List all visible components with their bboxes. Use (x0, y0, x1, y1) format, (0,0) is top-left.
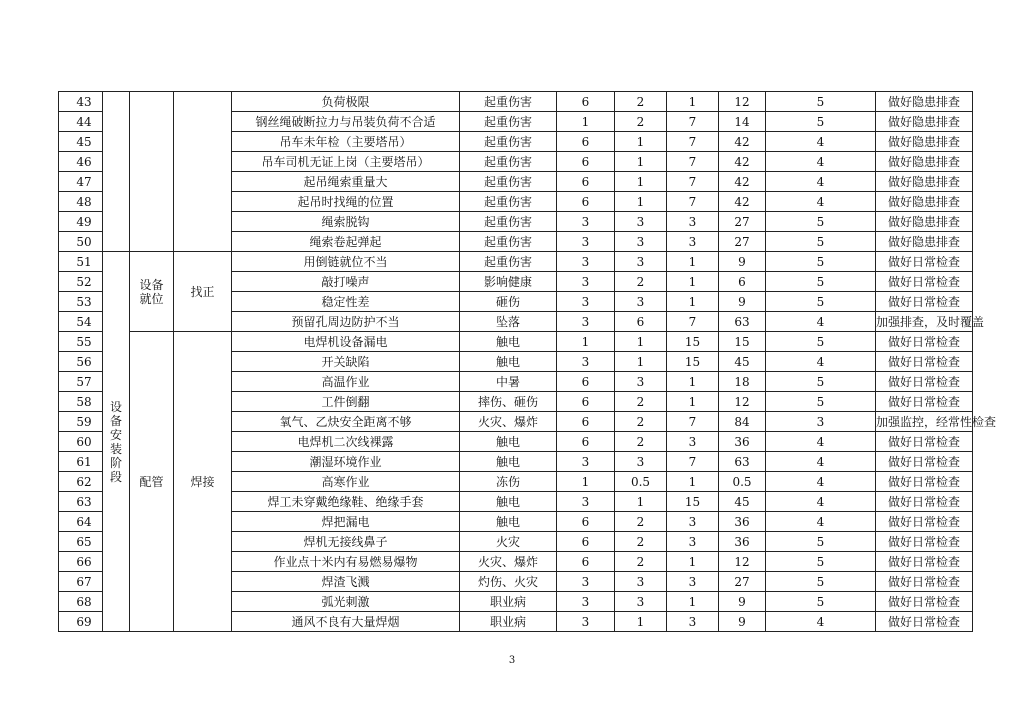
step-cell: 找正 (174, 252, 232, 332)
accident-type-cell: 砸伤 (460, 292, 557, 312)
e-value-cell: 2 (615, 92, 667, 112)
e-value-cell: 3 (615, 232, 667, 252)
l-value-cell: 6 (557, 172, 615, 192)
risk-level-cell: 4 (766, 172, 876, 192)
c-value-cell: 1 (667, 552, 719, 572)
l-value-cell: 1 (557, 472, 615, 492)
d-value-cell: 0.5 (719, 472, 766, 492)
risk-level-cell: 5 (766, 572, 876, 592)
c-value-cell: 3 (667, 532, 719, 552)
l-value-cell: 1 (557, 112, 615, 132)
e-value-cell: 1 (615, 332, 667, 352)
d-value-cell: 42 (719, 152, 766, 172)
c-value-cell: 3 (667, 572, 719, 592)
stage-char: 设 (109, 399, 122, 414)
control-measure-cell: 做好隐患排查 (876, 192, 973, 212)
control-measure-cell: 做好日常检查 (876, 572, 973, 592)
c-value-cell: 7 (667, 112, 719, 132)
e-value-cell: 2 (615, 552, 667, 572)
hazard-cell: 弧光刺激 (232, 592, 460, 612)
d-value-cell: 45 (719, 492, 766, 512)
c-value-cell: 1 (667, 92, 719, 112)
d-value-cell: 14 (719, 112, 766, 132)
e-value-cell: 1 (615, 492, 667, 512)
e-value-cell: 1 (615, 192, 667, 212)
c-value-cell: 3 (667, 612, 719, 632)
control-measure-cell: 做好隐患排查 (876, 232, 973, 252)
control-measure-cell: 做好日常检查 (876, 612, 973, 632)
c-value-cell: 15 (667, 492, 719, 512)
row-number-cell: 48 (59, 192, 103, 212)
table-row (59, 332, 973, 352)
l-value-cell: 3 (557, 612, 615, 632)
accident-type-cell: 起重伤害 (460, 172, 557, 192)
risk-level-cell: 3 (766, 412, 876, 432)
d-value-cell: 9 (719, 612, 766, 632)
accident-type-cell: 中暑 (460, 372, 557, 392)
row-number-cell: 50 (59, 232, 103, 252)
l-value-cell: 3 (557, 492, 615, 512)
control-measure-cell: 做好隐患排查 (876, 112, 973, 132)
c-value-cell: 7 (667, 172, 719, 192)
d-value-cell: 27 (719, 212, 766, 232)
risk-level-cell: 4 (766, 492, 876, 512)
hazard-cell: 负荷极限 (232, 92, 460, 112)
d-value-cell: 63 (719, 312, 766, 332)
risk-level-cell: 5 (766, 212, 876, 232)
control-measure-cell: 做好日常检查 (876, 372, 973, 392)
e-value-cell: 3 (615, 452, 667, 472)
e-value-cell: 6 (615, 312, 667, 332)
c-value-cell: 7 (667, 192, 719, 212)
d-value-cell: 36 (719, 432, 766, 452)
row-number-cell: 63 (59, 492, 103, 512)
accident-type-cell: 摔伤、砸伤 (460, 392, 557, 412)
c-value-cell: 3 (667, 212, 719, 232)
risk-level-cell: 4 (766, 132, 876, 152)
step-cell: 焊接 (174, 332, 232, 632)
risk-level-cell: 5 (766, 392, 876, 412)
d-value-cell: 12 (719, 552, 766, 572)
d-value-cell: 42 (719, 192, 766, 212)
d-value-cell: 42 (719, 132, 766, 152)
row-number-cell: 53 (59, 292, 103, 312)
risk-level-cell: 5 (766, 332, 876, 352)
hazard-cell: 敲打噪声 (232, 272, 460, 292)
hazard-cell: 焊工未穿戴绝缘鞋、绝缘手套 (232, 492, 460, 512)
accident-type-cell: 职业病 (460, 592, 557, 612)
accident-type-cell: 起重伤害 (460, 252, 557, 272)
e-value-cell: 3 (615, 252, 667, 272)
e-value-cell: 3 (615, 212, 667, 232)
l-value-cell: 3 (557, 592, 615, 612)
process-cell (130, 252, 174, 332)
row-number-cell: 49 (59, 212, 103, 232)
c-value-cell: 7 (667, 452, 719, 472)
hazard-cell: 钢丝绳破断拉力与吊装负荷不合适 (232, 112, 460, 132)
control-measure-cell: 做好日常检查 (876, 352, 973, 372)
hazard-cell: 用倒链就位不当 (232, 252, 460, 272)
process-line: 就位 (139, 291, 164, 306)
l-value-cell: 6 (557, 192, 615, 212)
hazard-cell: 通风不良有大量焊烟 (232, 612, 460, 632)
c-value-cell: 3 (667, 432, 719, 452)
accident-type-cell: 冻伤 (460, 472, 557, 492)
e-value-cell: 3 (615, 592, 667, 612)
row-number-cell: 61 (59, 452, 103, 472)
e-value-cell: 2 (615, 532, 667, 552)
d-value-cell: 36 (719, 512, 766, 532)
l-value-cell: 6 (557, 92, 615, 112)
row-number-cell: 51 (59, 252, 103, 272)
d-value-cell: 15 (719, 332, 766, 352)
row-number-cell: 65 (59, 532, 103, 552)
e-value-cell: 1 (615, 172, 667, 192)
accident-type-cell: 起重伤害 (460, 152, 557, 172)
c-value-cell: 1 (667, 472, 719, 492)
control-measure-cell: 做好日常检查 (876, 492, 973, 512)
row-number-cell: 69 (59, 612, 103, 632)
e-value-cell: 3 (615, 292, 667, 312)
control-measure-cell: 做好日常检查 (876, 552, 973, 572)
row-number-cell: 44 (59, 112, 103, 132)
risk-level-cell: 4 (766, 312, 876, 332)
e-value-cell: 2 (615, 112, 667, 132)
risk-level-cell: 5 (766, 592, 876, 612)
c-value-cell: 1 (667, 592, 719, 612)
accident-type-cell: 触电 (460, 332, 557, 352)
accident-type-cell: 触电 (460, 512, 557, 532)
e-value-cell: 2 (615, 272, 667, 292)
d-value-cell: 12 (719, 392, 766, 412)
risk-level-cell: 4 (766, 192, 876, 212)
l-value-cell: 3 (557, 572, 615, 592)
accident-type-cell: 起重伤害 (460, 92, 557, 112)
stage-cell (103, 252, 130, 632)
control-measure-cell: 做好日常检查 (876, 532, 973, 552)
control-measure-cell: 做好隐患排查 (876, 212, 973, 232)
hazard-cell: 开关缺陷 (232, 352, 460, 372)
row-number-cell: 62 (59, 472, 103, 492)
process-line: 设备 (139, 277, 164, 292)
control-measure-cell: 做好日常检查 (876, 272, 973, 292)
risk-level-cell: 5 (766, 532, 876, 552)
c-value-cell: 15 (667, 332, 719, 352)
e-value-cell: 2 (615, 432, 667, 452)
row-number-cell: 46 (59, 152, 103, 172)
accident-type-cell: 火灾、爆炸 (460, 412, 557, 432)
l-value-cell: 6 (557, 512, 615, 532)
risk-level-cell: 5 (766, 112, 876, 132)
control-measure-cell: 做好隐患排查 (876, 92, 973, 112)
e-value-cell: 2 (615, 512, 667, 532)
risk-level-cell: 4 (766, 452, 876, 472)
risk-level-cell: 5 (766, 292, 876, 312)
c-value-cell: 1 (667, 272, 719, 292)
control-measure-cell: 做好隐患排查 (876, 132, 973, 152)
hazard-cell: 吊车未年检（主要塔吊） (232, 132, 460, 152)
d-value-cell: 42 (719, 172, 766, 192)
row-number-cell: 57 (59, 372, 103, 392)
accident-type-cell: 职业病 (460, 612, 557, 632)
risk-level-cell: 5 (766, 372, 876, 392)
e-value-cell: 1 (615, 352, 667, 372)
hazard-cell: 稳定性差 (232, 292, 460, 312)
row-number-cell: 55 (59, 332, 103, 352)
e-value-cell: 1 (615, 132, 667, 152)
l-value-cell: 6 (557, 152, 615, 172)
stage-char: 装 (109, 441, 122, 456)
c-value-cell: 1 (667, 392, 719, 412)
d-value-cell: 84 (719, 412, 766, 432)
hazard-cell: 作业点十米内有易燃易爆物 (232, 552, 460, 572)
l-value-cell: 6 (557, 132, 615, 152)
d-value-cell: 6 (719, 272, 766, 292)
d-value-cell: 12 (719, 92, 766, 112)
row-number-cell: 54 (59, 312, 103, 332)
row-number-cell: 45 (59, 132, 103, 152)
control-measure-cell: 做好隐患排查 (876, 172, 973, 192)
risk-level-cell: 4 (766, 472, 876, 492)
d-value-cell: 27 (719, 572, 766, 592)
control-measure-cell: 做好日常检查 (876, 592, 973, 612)
c-value-cell: 1 (667, 252, 719, 272)
control-measure-cell: 做好日常检查 (876, 392, 973, 412)
accident-type-cell: 起重伤害 (460, 212, 557, 232)
risk-level-cell: 5 (766, 272, 876, 292)
risk-level-cell: 4 (766, 152, 876, 172)
risk-level-cell: 5 (766, 252, 876, 272)
row-number-cell: 66 (59, 552, 103, 572)
process-cell-blank (130, 92, 174, 252)
control-measure-cell: 加强监控，经常性检查 (876, 412, 973, 432)
risk-level-cell: 4 (766, 512, 876, 532)
accident-type-cell: 起重伤害 (460, 192, 557, 212)
hazard-cell: 绳索卷起弹起 (232, 232, 460, 252)
hazard-cell: 起吊时找绳的位置 (232, 192, 460, 212)
c-value-cell: 7 (667, 312, 719, 332)
d-value-cell: 27 (719, 232, 766, 252)
accident-type-cell: 触电 (460, 352, 557, 372)
d-value-cell: 9 (719, 592, 766, 612)
l-value-cell: 6 (557, 372, 615, 392)
l-value-cell: 3 (557, 312, 615, 332)
row-number-cell: 59 (59, 412, 103, 432)
hazard-cell: 电焊机二次线裸露 (232, 432, 460, 452)
control-measure-cell: 加强排查，及时覆盖 (876, 312, 973, 332)
l-value-cell: 6 (557, 412, 615, 432)
hazard-cell: 起吊绳索重量大 (232, 172, 460, 192)
table-row (59, 252, 973, 272)
e-value-cell: 2 (615, 392, 667, 412)
e-value-cell: 2 (615, 412, 667, 432)
accident-type-cell: 触电 (460, 432, 557, 452)
e-value-cell: 1 (615, 612, 667, 632)
accident-type-cell: 起重伤害 (460, 112, 557, 132)
stage-char: 安 (109, 427, 122, 442)
l-value-cell: 3 (557, 292, 615, 312)
l-value-cell: 3 (557, 352, 615, 372)
l-value-cell: 3 (557, 212, 615, 232)
l-value-cell: 3 (557, 452, 615, 472)
e-value-cell: 0.5 (615, 472, 667, 492)
hazard-cell: 焊把漏电 (232, 512, 460, 532)
row-number-cell: 43 (59, 92, 103, 112)
hazard-cell: 预留孔周边防护不当 (232, 312, 460, 332)
hazard-cell: 绳索脱钩 (232, 212, 460, 232)
e-value-cell: 3 (615, 372, 667, 392)
hazard-cell: 潮湿环境作业 (232, 452, 460, 472)
c-value-cell: 3 (667, 512, 719, 532)
hazard-cell: 高温作业 (232, 372, 460, 392)
stage-cell-blank (103, 92, 130, 252)
step-cell-blank (174, 92, 232, 252)
d-value-cell: 36 (719, 532, 766, 552)
row-number-cell: 68 (59, 592, 103, 612)
control-measure-cell: 做好日常检查 (876, 512, 973, 532)
c-value-cell: 7 (667, 412, 719, 432)
table-row (59, 92, 973, 112)
hazard-cell: 电焊机设备漏电 (232, 332, 460, 352)
row-number-cell: 64 (59, 512, 103, 532)
stage-char: 段 (109, 469, 122, 484)
page-number: 3 (508, 655, 516, 666)
accident-type-cell: 坠落 (460, 312, 557, 332)
row-number-cell: 52 (59, 272, 103, 292)
c-value-cell: 15 (667, 352, 719, 372)
e-value-cell: 1 (615, 152, 667, 172)
l-value-cell: 6 (557, 392, 615, 412)
accident-type-cell: 火灾、爆炸 (460, 552, 557, 572)
risk-level-cell: 4 (766, 612, 876, 632)
risk-level-cell: 5 (766, 232, 876, 252)
accident-type-cell: 火灾 (460, 532, 557, 552)
process-cell: 配管 (130, 332, 174, 632)
risk-level-cell: 5 (766, 552, 876, 572)
d-value-cell: 63 (719, 452, 766, 472)
control-measure-cell: 做好隐患排查 (876, 152, 973, 172)
accident-type-cell: 灼伤、火灾 (460, 572, 557, 592)
hazard-cell: 工件倒翻 (232, 392, 460, 412)
stage-char: 备 (109, 413, 122, 428)
row-number-cell: 67 (59, 572, 103, 592)
d-value-cell: 18 (719, 372, 766, 392)
accident-type-cell: 起重伤害 (460, 132, 557, 152)
l-value-cell: 6 (557, 552, 615, 572)
accident-type-cell: 影响健康 (460, 272, 557, 292)
c-value-cell: 1 (667, 372, 719, 392)
control-measure-cell: 做好日常检查 (876, 252, 973, 272)
l-value-cell: 3 (557, 232, 615, 252)
control-measure-cell: 做好日常检查 (876, 472, 973, 492)
hazard-cell: 高寒作业 (232, 472, 460, 492)
row-number-cell: 60 (59, 432, 103, 452)
row-number-cell: 47 (59, 172, 103, 192)
d-value-cell: 45 (719, 352, 766, 372)
row-number-cell: 56 (59, 352, 103, 372)
accident-type-cell: 触电 (460, 492, 557, 512)
c-value-cell: 3 (667, 232, 719, 252)
l-value-cell: 6 (557, 532, 615, 552)
hazard-assessment-table (58, 91, 997, 632)
risk-level-cell: 4 (766, 432, 876, 452)
l-value-cell: 1 (557, 332, 615, 352)
c-value-cell: 7 (667, 152, 719, 172)
d-value-cell: 9 (719, 252, 766, 272)
d-value-cell: 9 (719, 292, 766, 312)
hazard-cell: 吊车司机无证上岗（主要塔吊） (232, 152, 460, 172)
l-value-cell: 3 (557, 272, 615, 292)
hazard-cell: 焊机无接线鼻子 (232, 532, 460, 552)
l-value-cell: 3 (557, 252, 615, 272)
control-measure-cell: 做好日常检查 (876, 432, 973, 452)
accident-type-cell: 触电 (460, 452, 557, 472)
row-number-cell: 58 (59, 392, 103, 412)
c-value-cell: 1 (667, 292, 719, 312)
control-measure-cell: 做好日常检查 (876, 452, 973, 472)
e-value-cell: 3 (615, 572, 667, 592)
c-value-cell: 7 (667, 132, 719, 152)
control-measure-cell: 做好日常检查 (876, 292, 973, 312)
stage-char: 阶 (109, 455, 122, 470)
l-value-cell: 6 (557, 432, 615, 452)
accident-type-cell: 起重伤害 (460, 232, 557, 252)
risk-level-cell: 5 (766, 92, 876, 112)
hazard-cell: 焊渣飞溅 (232, 572, 460, 592)
control-measure-cell: 做好日常检查 (876, 332, 973, 352)
hazard-cell: 氧气、乙炔安全距离不够 (232, 412, 460, 432)
risk-level-cell: 4 (766, 352, 876, 372)
